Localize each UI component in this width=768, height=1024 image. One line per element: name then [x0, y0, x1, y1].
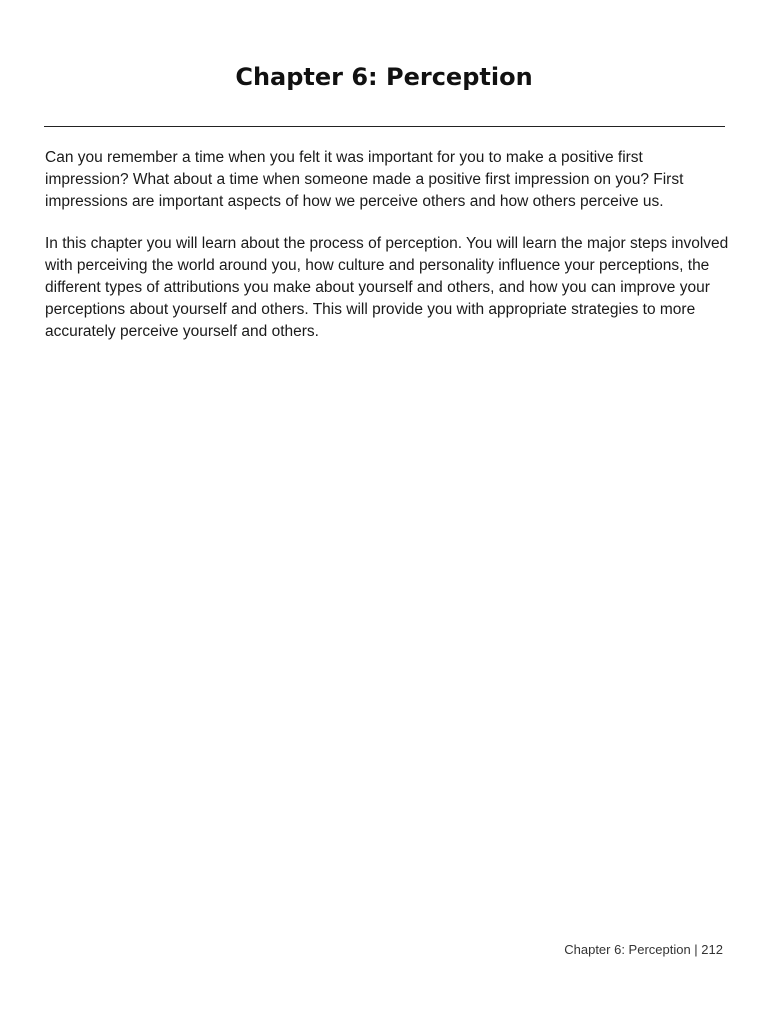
chapter-intro [45, 147, 729, 363]
title-divider [44, 126, 725, 127]
intro-paragraph-2: In this chapter you will learn about the process of perception. You will learn the major steps involved with perceiving the world around you, how culture and personality influence your perceptions, the different types of attributions you make about yourself and others, and how you can improve your perceptions about yourself and others. This will provide you with appropriate strategies to more accurately perceive yourself and others. [45, 235, 729, 340]
intro-paragraph-1: Can you remember a time when you felt it was important for you to make a positive first impression? What about a time when someone made a positive first impression on you? First impressions are important aspects of how we perceive others and how others perceive us. [45, 149, 684, 210]
page-footer: Chapter 6: Perception | 212 [564, 942, 723, 957]
chapter-title: Chapter 6: Perception [235, 63, 533, 91]
